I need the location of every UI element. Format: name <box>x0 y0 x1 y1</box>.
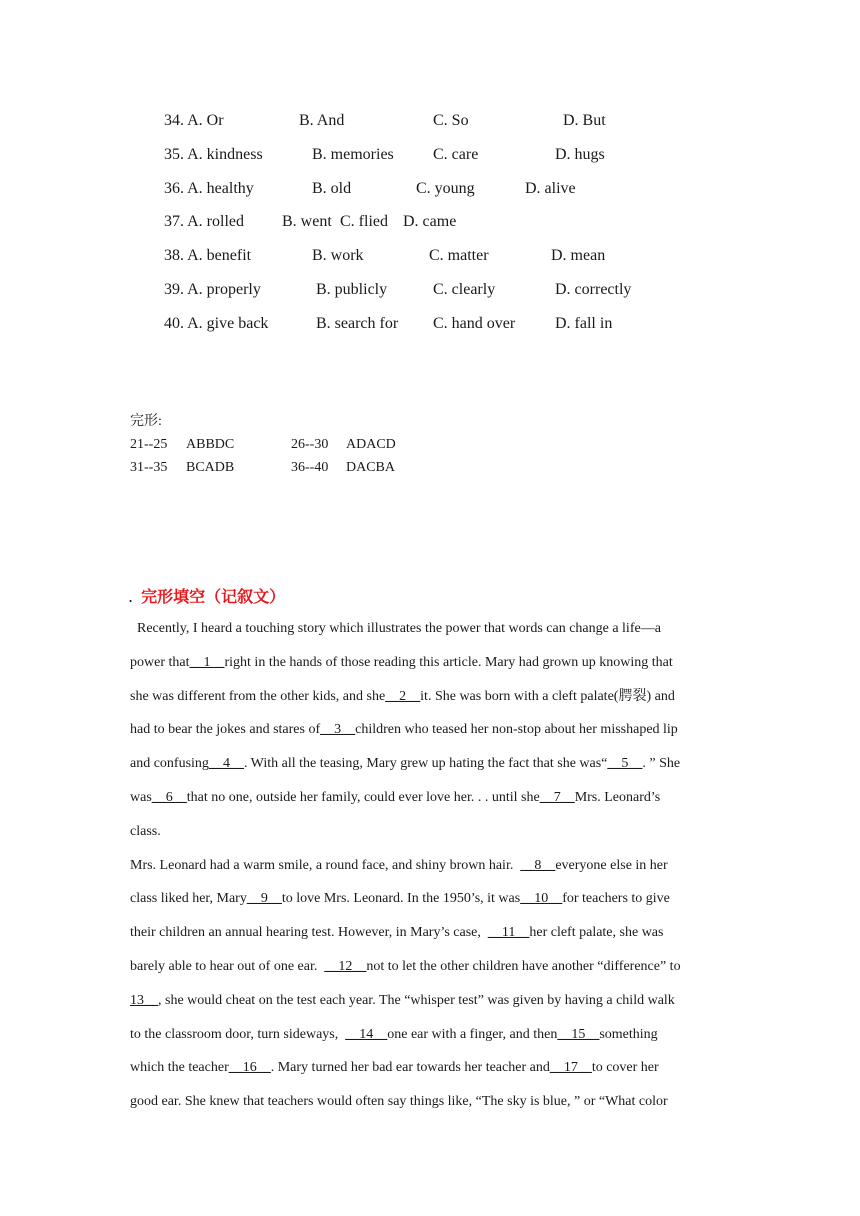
option-item: 36. A. healthy <box>164 179 254 197</box>
cloze-blank: __12__ <box>324 958 367 974</box>
cloze-blank: __1__ <box>189 654 225 670</box>
option-item: C. matter <box>429 247 489 265</box>
passage-text: class liked her, Mary <box>130 891 247 907</box>
option-item: 34. A. Or <box>164 112 224 129</box>
cloze-blank: __15__ <box>557 1026 600 1042</box>
option-item: 39. A. properly <box>164 280 261 298</box>
option-item: B. And <box>299 112 345 129</box>
passage-text: that no one, outside her family, could ever love her. . . until she <box>186 789 540 805</box>
passage-text: power that <box>130 654 190 670</box>
passage-line <box>130 1057 730 1091</box>
option-item: D. came <box>403 213 457 231</box>
cloze-blank: __7__ <box>539 789 575 805</box>
option-item: B. publicly <box>316 280 388 298</box>
passage-line <box>130 888 730 922</box>
passage-text: . With all the teasing, Mary grew up hating the fact that she was“ <box>243 756 608 772</box>
cloze-passage <box>130 618 730 1125</box>
passage-line <box>130 686 730 720</box>
passage-text: was <box>130 789 152 805</box>
option-item: C. So <box>433 112 469 129</box>
passage-text: . Mary turned her bad ear towards her teacher and <box>270 1060 550 1076</box>
option-item: C. young <box>416 179 475 197</box>
option-item: D. hugs <box>555 145 605 163</box>
answer-letters: ADACD <box>346 437 396 452</box>
answer-letters: DACBA <box>346 460 396 475</box>
option-item: C. care <box>433 145 479 163</box>
passage-text: she was different from the other kids, and she <box>130 688 386 704</box>
passage-text: good ear. She knew that teachers would often say things like, “The sky is blue, ” or “What color <box>130 1094 668 1110</box>
cloze-blank: 13__ <box>130 992 158 1008</box>
passage-text: had to bear the jokes and stares of <box>130 722 321 738</box>
passage-text: which the teacher <box>130 1060 229 1076</box>
passage-line <box>130 652 730 686</box>
passage-text: to cover her <box>591 1060 659 1076</box>
cloze-blank: __11__ <box>487 925 530 941</box>
passage-line <box>130 1091 730 1125</box>
option-item: D. alive <box>525 179 576 197</box>
passage-text: their children an annual hearing test. However, in Mary’s case, <box>130 925 488 941</box>
passage-text: one ear with a finger, and then <box>387 1026 558 1042</box>
answer-letters: BCADB <box>186 460 235 475</box>
section-title <box>128 584 285 607</box>
passage-text: and confusing <box>130 756 209 772</box>
option-item: 38. A. benefit <box>164 247 252 265</box>
option-item: B. old <box>312 179 352 197</box>
option-item: B. search for <box>316 314 399 332</box>
option-item: D. fall in <box>555 314 613 332</box>
passage-line <box>130 821 730 855</box>
answer-range: 21--25 <box>130 437 168 452</box>
cloze-blank: __4__ <box>208 756 244 772</box>
option-item: C. flied <box>340 213 388 231</box>
option-item: D. But <box>563 112 606 129</box>
option-item: D. correctly <box>555 280 632 298</box>
passage-text: right in the hands of those reading this article. Mary had grown up knowing that <box>224 654 673 670</box>
document-page: 34. A. Or B. And C. So D. But 35. A. kindness B. memories C. care D. hugs 36. A. healthy B. old C. young D. alive 37. A. rolled B. went C. flied D. came 38. A. benefit B. work C. matter D. mean 39. A. properly B. publicly C. clearly D. correctly 40. A. give back B. search for C. hand over D. fall in 完形: 21--25 ABBDC 26--30 ADACD 31--35 BCADB 36--40 DACBA . 完形填空（记叙文） Recently, I heard a touching story which illustrates the power that words can change a life—a power that__1__right in the hands of those reading this article. Mary had grown up knowing that she was different from the other kids, and she__2__it. She was born with a cleft palate(腭裂) and had to bear the jokes and stares of__3__children who teased her non-stop about her misshaped lip and confusing__4__. With all the teasing, Mary grew up hating the fact that she was“__5__. ” She was__6__that no one, outside her family, could ever love her. . . until she__7__Mrs. Leonard’s class. Mrs. Leonard had a warm smile, a round face, and shiny brown hair. __8__everyone else in her class liked her, Mary__9__to love Mrs. Leonard. In the 1950’s, it was__10__for teachers to give their children an annual hearing test. However, in Mary’s case, __11__her cleft palate, she was barely able to hear out of one ear. __12__not to let the other children have another “difference” to 13__, she would cheat on the test each year. The “whisper test” was given by having a child walk to the classroom door, turn sideways, __14__one ear with a finger, and then__15__something which the teacher__16__. Mary turned her bad ear towards her teacher and__17__to cover her good ear. She knew that teachers would often say things like, “The sky is blue, ” or “What color <box>0 0 860 1216</box>
passage-text: , she would cheat on the test each year. The “whisper test” was given by having a child walk <box>158 992 675 1008</box>
answer-range: 31--35 <box>130 460 168 475</box>
cloze-blank: __16__ <box>228 1060 271 1076</box>
passage-line <box>130 787 730 821</box>
passage-text: children who teased her non-stop about her misshaped lip <box>355 722 678 738</box>
cloze-blank: __3__ <box>320 722 356 738</box>
option-item: B. work <box>312 247 364 265</box>
option-item: 40. A. give back <box>164 314 269 332</box>
answer-letters: ABBDC <box>186 437 235 452</box>
passage-text: something <box>599 1026 658 1042</box>
passage-text: not to let the other children have another “difference” to <box>366 958 681 974</box>
option-item: B. memories <box>312 145 394 163</box>
passage-text: for teachers to give <box>562 891 670 907</box>
cloze-blank: __8__ <box>520 857 556 873</box>
passage-line <box>130 956 730 990</box>
passage-text: . ” She <box>642 756 681 772</box>
section-dot: . <box>128 587 134 606</box>
passage-text: Mrs. Leonard had a warm smile, a round face, and shiny brown hair. <box>130 857 521 873</box>
passage-text: Mrs. Leonard’s <box>574 789 661 805</box>
cloze-blank: __10__ <box>520 891 563 907</box>
cloze-blank: __6__ <box>151 789 187 805</box>
option-item: B. went <box>282 213 332 231</box>
passage-line <box>130 1024 730 1058</box>
option-item: C. clearly <box>433 280 496 298</box>
option-item: 35. A. kindness <box>164 145 263 163</box>
passage-line <box>130 753 730 787</box>
passage-line <box>130 990 730 1024</box>
cloze-blank: __2__ <box>385 688 421 704</box>
passage-text: barely able to hear out of one ear. <box>130 958 325 974</box>
answer-range: 26--30 <box>291 437 329 452</box>
section-title-text: 完形填空（记叙文） <box>141 587 286 606</box>
passage-text: class. <box>130 823 161 839</box>
passage-line <box>130 719 730 753</box>
cloze-blank: __9__ <box>246 891 282 907</box>
passage-text: to the classroom door, turn sideways, <box>130 1026 346 1042</box>
passage-line <box>130 922 730 956</box>
passage-text: it. She was born with a cleft palate(腭裂) and <box>420 688 675 704</box>
passage-text: her cleft palate, she was <box>529 925 664 941</box>
passage-text: to love Mrs. Leonard. In the 1950’s, it was <box>281 891 521 907</box>
option-item: D. mean <box>551 247 606 265</box>
passage-text: everyone else in her <box>555 857 668 873</box>
passage-line <box>130 855 730 889</box>
passage-line <box>130 618 730 652</box>
passage-text: Recently, I heard a touching story which illustrates the power that words can change a life—a <box>130 621 661 636</box>
cloze-blank: __14__ <box>345 1026 388 1042</box>
answer-range: 36--40 <box>291 460 329 475</box>
cloze-blank: __17__ <box>549 1060 592 1076</box>
option-item: 37. A. rolled <box>164 213 244 231</box>
option-item: C. hand over <box>433 314 516 332</box>
cloze-blank: __5__ <box>607 756 643 772</box>
